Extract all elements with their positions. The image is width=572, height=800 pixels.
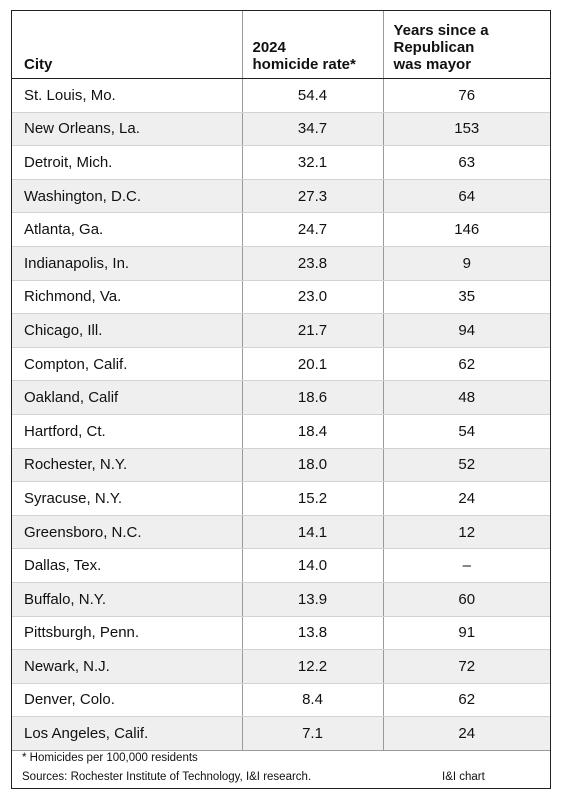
city-cell: Oakland, Calif xyxy=(12,381,242,415)
header-line: City xyxy=(24,56,53,73)
table-header xyxy=(12,11,550,79)
homicide-rate-cell: 20.1 xyxy=(242,347,383,381)
years-since-republican-mayor-cell: 153 xyxy=(383,112,550,146)
header-line: was mayor xyxy=(393,56,472,73)
header-line: homicide rate* xyxy=(252,56,356,73)
table-row xyxy=(12,213,550,247)
years-since-republican-mayor-cell: 12 xyxy=(383,515,550,549)
table-row xyxy=(12,347,550,381)
city-cell: Detroit, Mich. xyxy=(12,146,242,180)
homicide-rate-cell: 15.2 xyxy=(242,482,383,516)
years-since-republican-mayor-cell: 94 xyxy=(383,314,550,348)
years-since-republican-mayor-cell: 54 xyxy=(383,414,550,448)
homicide-rate-cell: 27.3 xyxy=(242,179,383,213)
homicide-rate-cell: 18.6 xyxy=(242,381,383,415)
table-panel xyxy=(11,10,551,789)
homicide-rate-cell: 7.1 xyxy=(242,717,383,751)
homicide-rate-cell: 23.0 xyxy=(242,280,383,314)
homicide-rate-cell: 32.1 xyxy=(242,146,383,180)
years-since-republican-mayor-cell: 64 xyxy=(383,179,550,213)
footnote: * Homicides per 100,000 residents xyxy=(22,752,198,764)
city-cell: Los Angeles, Calif. xyxy=(12,717,242,751)
table-row xyxy=(12,112,550,146)
homicide-rate-cell: 8.4 xyxy=(242,683,383,717)
years-since-republican-mayor-cell: – xyxy=(383,549,550,583)
city-cell: Buffalo, N.Y. xyxy=(12,582,242,616)
table-row xyxy=(12,448,550,482)
homicide-rate-cell: 24.7 xyxy=(242,213,383,247)
city-cell: Rochester, N.Y. xyxy=(12,448,242,482)
header-row xyxy=(12,11,550,79)
city-cell: Newark, N.J. xyxy=(12,650,242,684)
city-cell: Denver, Colo. xyxy=(12,683,242,717)
city-cell: Richmond, Va. xyxy=(12,280,242,314)
table-row xyxy=(12,79,550,113)
city-cell: Syracuse, N.Y. xyxy=(12,482,242,516)
table-notes xyxy=(12,746,550,788)
years-since-republican-mayor-cell: 9 xyxy=(383,246,550,280)
table-row xyxy=(12,146,550,180)
table-row xyxy=(12,650,550,684)
years-since-republican-mayor-cell: 60 xyxy=(383,582,550,616)
homicide-rate-cell: 14.0 xyxy=(242,549,383,583)
column-header-years-since-republican-mayor xyxy=(383,11,550,79)
table-row xyxy=(12,482,550,516)
city-cell: Greensboro, N.C. xyxy=(12,515,242,549)
table-row xyxy=(12,280,550,314)
table-row xyxy=(12,549,550,583)
homicide-rate-cell: 12.2 xyxy=(242,650,383,684)
table-row xyxy=(12,246,550,280)
header-line: Years since a xyxy=(393,22,489,39)
city-cell: St. Louis, Mo. xyxy=(12,79,242,113)
table-row xyxy=(12,381,550,415)
header-line: Republican xyxy=(393,39,475,56)
city-cell: Washington, D.C. xyxy=(12,179,242,213)
years-since-republican-mayor-cell: 63 xyxy=(383,146,550,180)
homicide-rate-cell: 14.1 xyxy=(242,515,383,549)
homicide-rate-cell: 13.9 xyxy=(242,582,383,616)
table-row xyxy=(12,616,550,650)
table-row xyxy=(12,582,550,616)
table-row xyxy=(12,314,550,348)
table-body xyxy=(12,79,550,751)
years-since-republican-mayor-cell: 91 xyxy=(383,616,550,650)
city-cell: Pittsburgh, Penn. xyxy=(12,616,242,650)
city-cell: Indianapolis, In. xyxy=(12,246,242,280)
years-since-republican-mayor-cell: 146 xyxy=(383,213,550,247)
city-cell: Hartford, Ct. xyxy=(12,414,242,448)
chart-credit: I&I chart xyxy=(442,771,485,783)
table-row xyxy=(12,179,550,213)
city-cell: Chicago, Ill. xyxy=(12,314,242,348)
years-since-republican-mayor-cell: 76 xyxy=(383,79,550,113)
homicide-rate-cell: 21.7 xyxy=(242,314,383,348)
years-since-republican-mayor-cell: 24 xyxy=(383,482,550,516)
homicide-rate-cell: 34.7 xyxy=(242,112,383,146)
homicide-rate-cell: 18.0 xyxy=(242,448,383,482)
years-since-republican-mayor-cell: 62 xyxy=(383,347,550,381)
header-line: 2024 xyxy=(252,39,286,56)
sources-note: Sources: Rochester Institute of Technology, I&I research. xyxy=(22,771,312,783)
years-since-republican-mayor-cell: 62 xyxy=(383,683,550,717)
city-cell: Compton, Calif. xyxy=(12,347,242,381)
homicide-rate-cell: 13.8 xyxy=(242,616,383,650)
homicide-rate-cell: 23.8 xyxy=(242,246,383,280)
years-since-republican-mayor-cell: 35 xyxy=(383,280,550,314)
table-row xyxy=(12,515,550,549)
column-header-homicide-rate xyxy=(242,11,383,79)
homicide-rate-cell: 54.4 xyxy=(242,79,383,113)
city-cell: Atlanta, Ga. xyxy=(12,213,242,247)
years-since-republican-mayor-cell: 72 xyxy=(383,650,550,684)
table-row xyxy=(12,683,550,717)
table-row xyxy=(12,414,550,448)
homicide-mayor-table xyxy=(12,11,550,751)
years-since-republican-mayor-cell: 24 xyxy=(383,717,550,751)
homicide-rate-cell: 18.4 xyxy=(242,414,383,448)
city-cell: Dallas, Tex. xyxy=(12,549,242,583)
years-since-republican-mayor-cell: 48 xyxy=(383,381,550,415)
years-since-republican-mayor-cell: 52 xyxy=(383,448,550,482)
city-cell: New Orleans, La. xyxy=(12,112,242,146)
column-header-city xyxy=(12,11,242,79)
